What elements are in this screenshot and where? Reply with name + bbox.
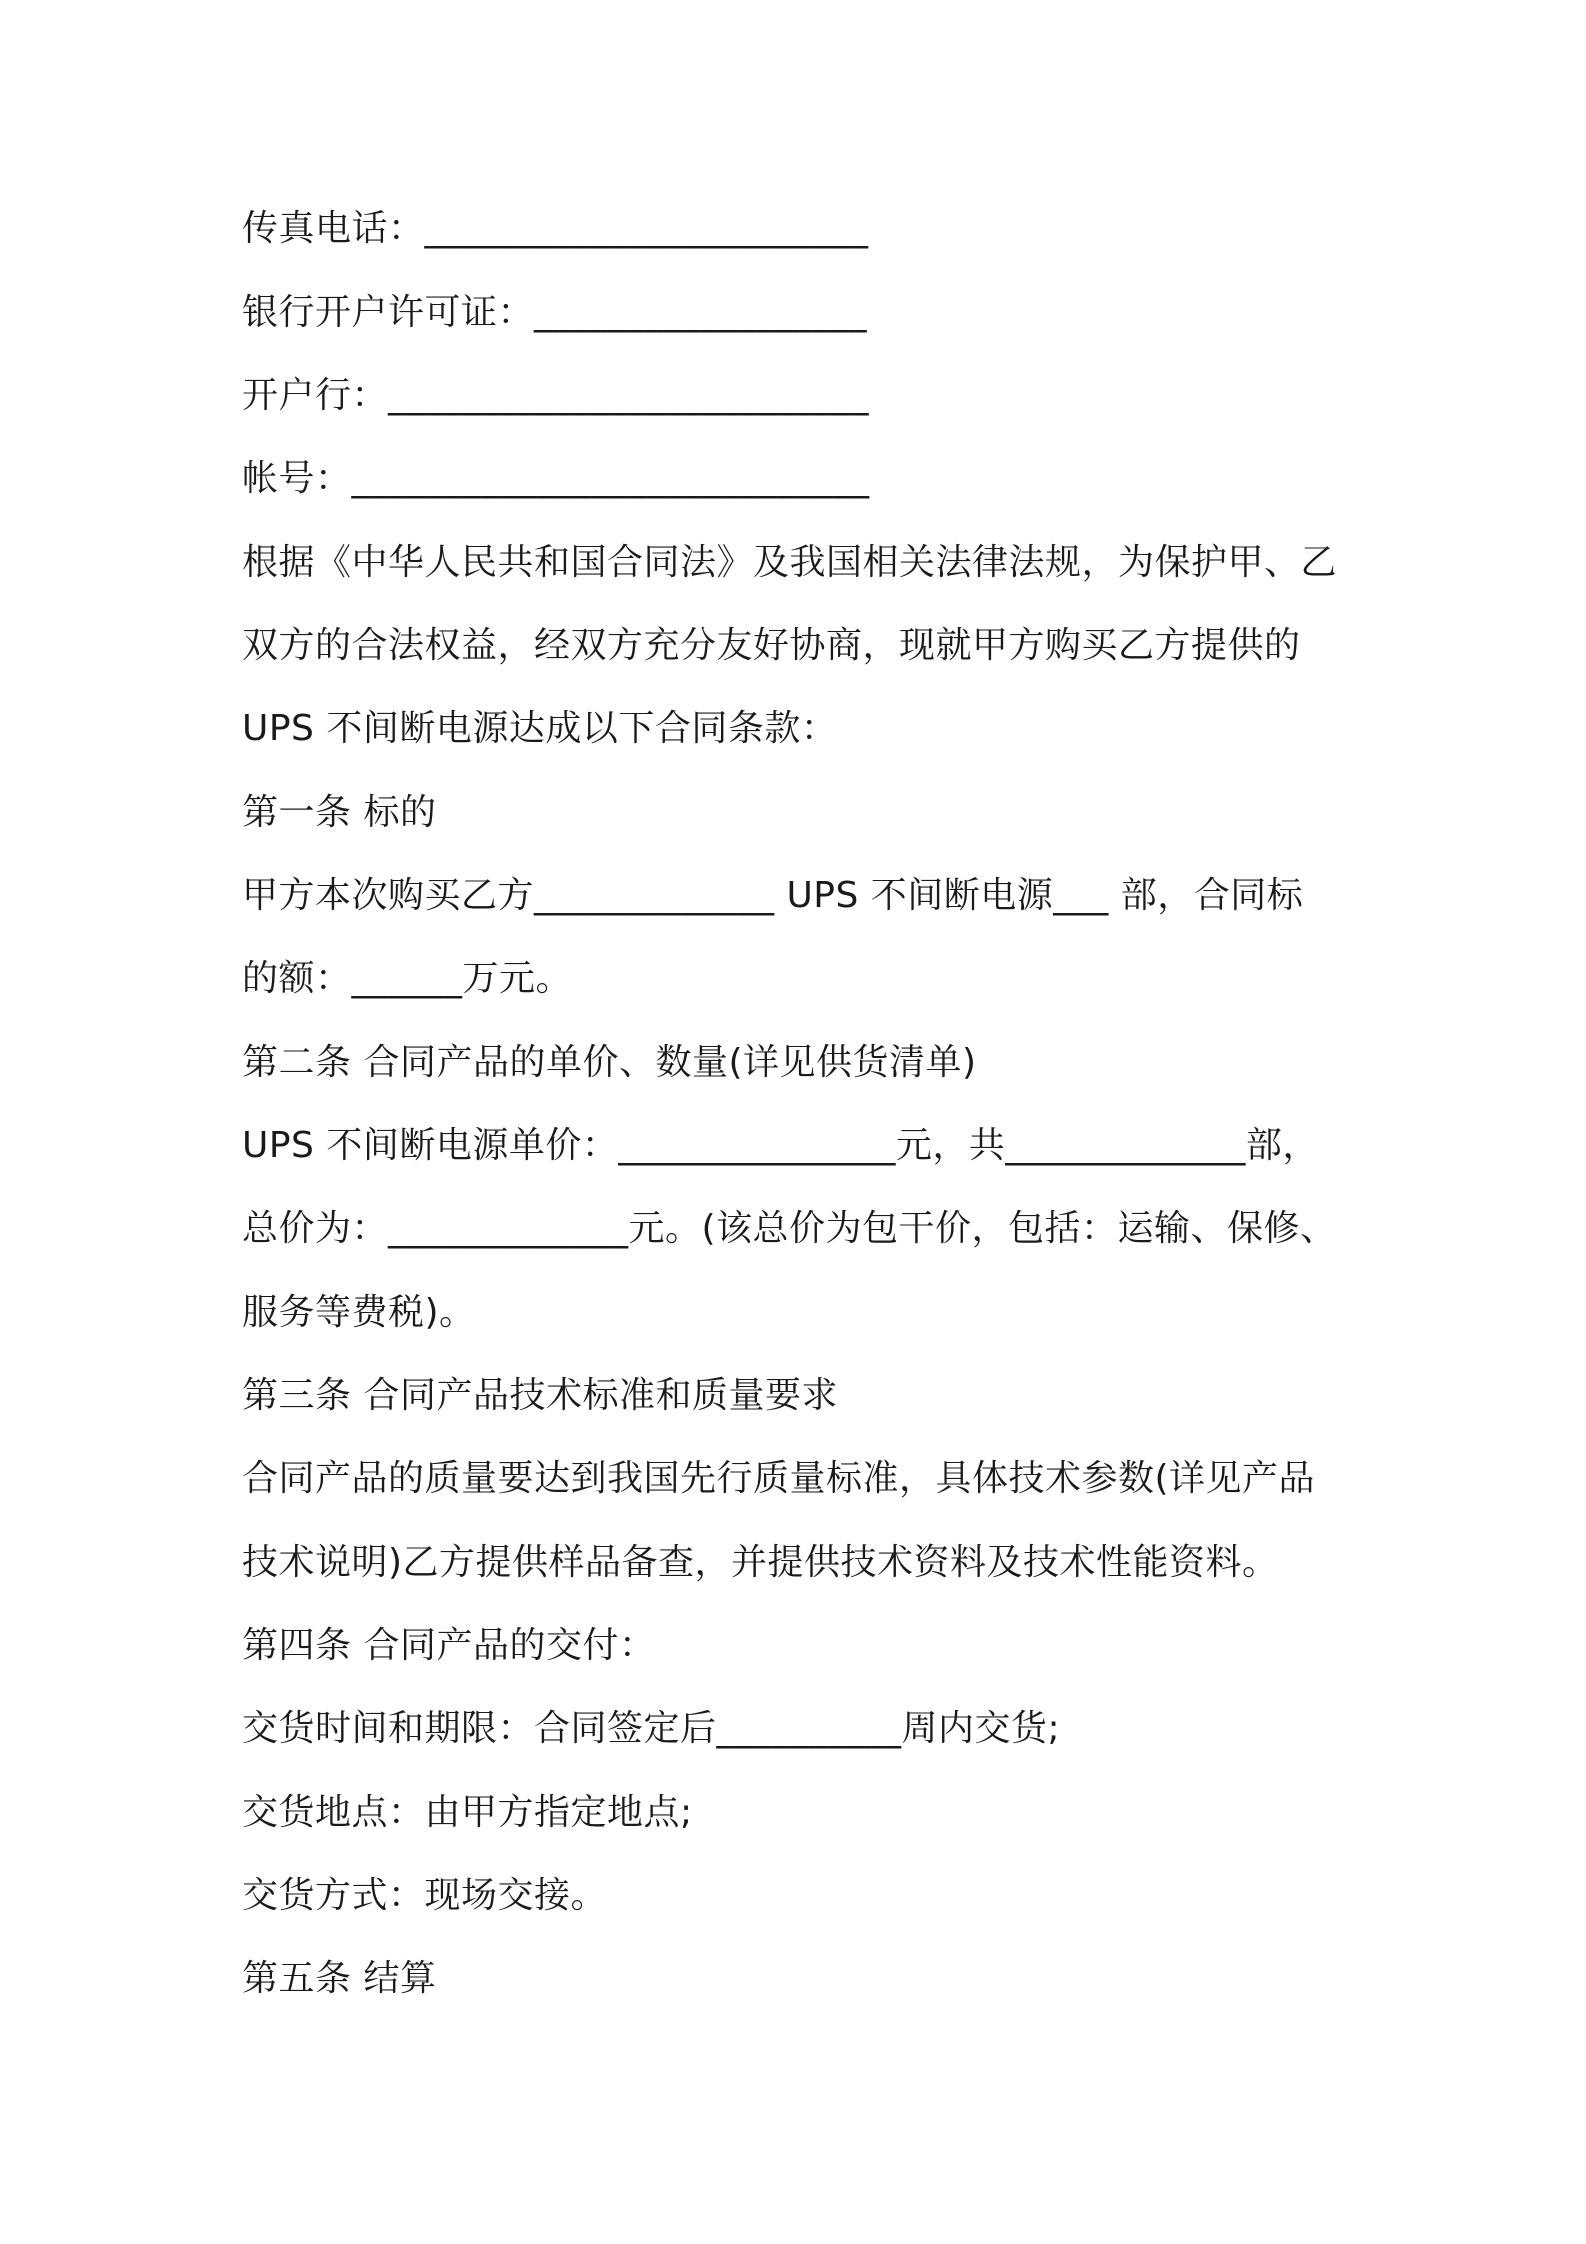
- delivery-method-line: 交货方式：现场交接。: [242, 1875, 608, 1916]
- article-3-heading: 第三条 合同产品技术标准和质量要求: [242, 1375, 838, 1416]
- preamble-line-3: UPS 不间断电源达成以下合同条款：: [242, 708, 838, 749]
- article-2-heading: 第二条 合同产品的单价、数量(详见供货清单): [242, 1042, 977, 1083]
- article-3-line-2: 技术说明)乙方提供样品备查，并提供技术资料及技术性能资料。: [242, 1542, 1279, 1583]
- article-1-line-1: 甲方本次购买乙方_____________ UPS 不间断电源___ 部，合同标: [242, 875, 1304, 916]
- bank-line: 开户行：__________________________: [242, 375, 870, 416]
- delivery-place-line: 交货地点：由甲方指定地点;: [242, 1792, 693, 1833]
- article-1-line-2: 的额：______万元。: [242, 958, 573, 999]
- article-2-line-1: UPS 不间断电源单价：_______________元，共_____________部，: [242, 1125, 1319, 1166]
- article-3-line-1: 合同产品的质量要达到我国先行质量标准，具体技术参数(详见产品: [242, 1458, 1316, 1499]
- article-4-heading: 第四条 合同产品的交付：: [242, 1625, 656, 1666]
- account-line: 帐号：____________________________: [242, 458, 870, 499]
- article-5-heading: 第五条 结算: [242, 1958, 437, 1999]
- preamble-line-2: 双方的合法权益，经双方充分友好协商，现就甲方购买乙方提供的: [242, 625, 1301, 666]
- article-1-heading: 第一条 标的: [242, 792, 437, 833]
- fax-line: 传真电话：________________________: [242, 208, 869, 249]
- delivery-time-line: 交货时间和期限：合同签定后__________周内交货;: [242, 1708, 1061, 1749]
- preamble-line-1: 根据《中华人民共和国合同法》及我国相关法律法规，为保护甲、乙: [242, 542, 1338, 583]
- bank-license-line: 银行开户许可证：__________________: [242, 292, 868, 333]
- article-2-line-3: 服务等费税)。: [242, 1292, 476, 1333]
- article-2-line-2: 总价为：_____________元。(该总价为包干价，包括：运输、保修、: [242, 1208, 1337, 1249]
